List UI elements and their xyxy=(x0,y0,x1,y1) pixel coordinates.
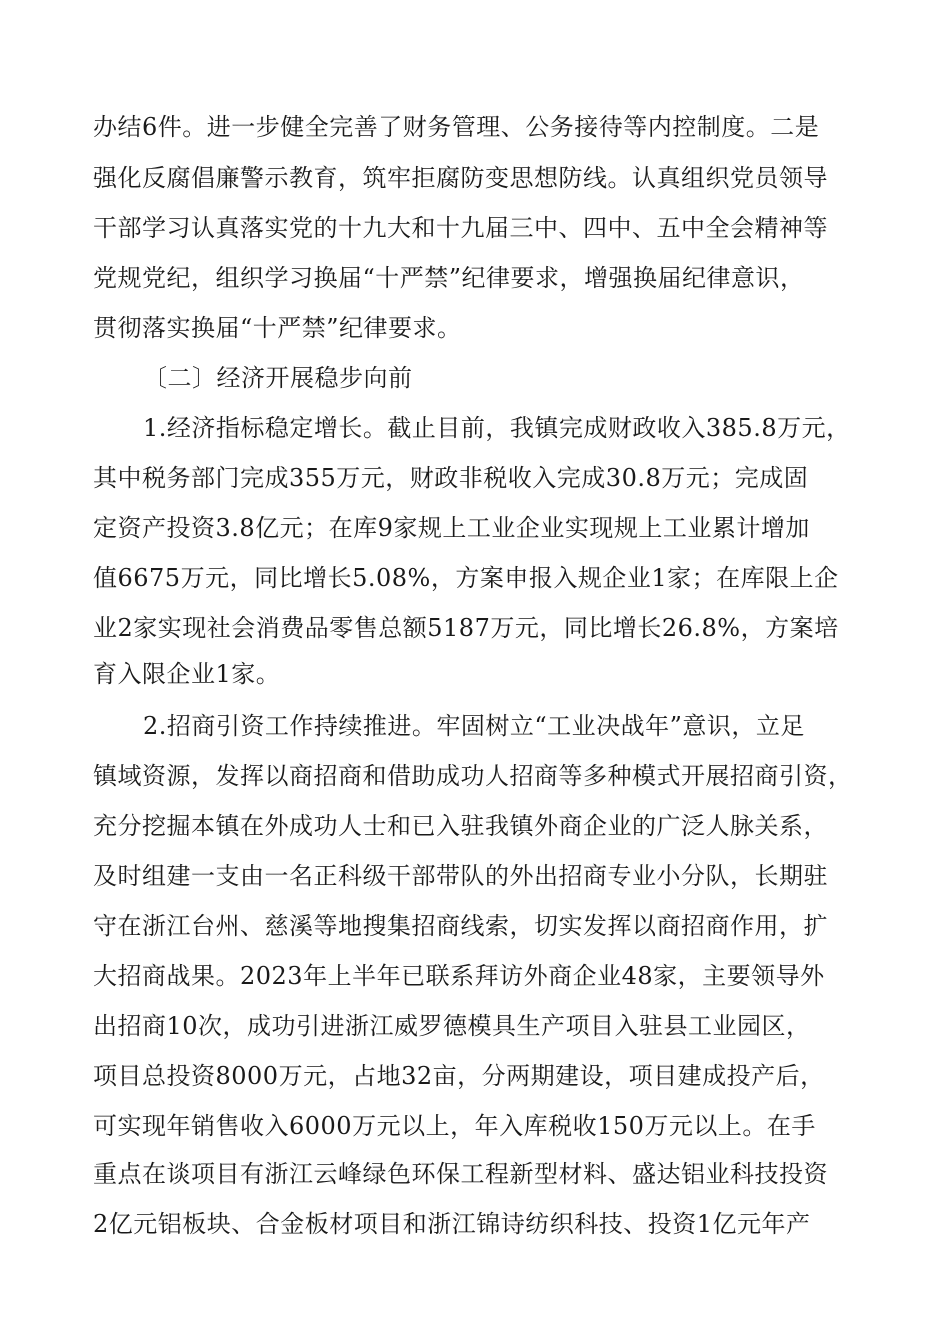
text-line: 育入限企业1家。 xyxy=(93,660,281,688)
text-line: 干部学习认真落实党的十九大和十九届三中、四中、五中全会精神等 xyxy=(93,214,828,242)
text-line: 其中税务部门完成355万元，财政非税收入完成30.8万元；完成固 xyxy=(93,464,809,492)
text-line: 办结6件。进一步健全完善了财务管理、公务接待等内控制度。二是 xyxy=(93,113,820,141)
text-line: 值6675万元，同比增长5.08%，方案申报入规企业1家；在库限上企 xyxy=(93,564,839,592)
text-line: 及时组建一支由一名正科级干部带队的外出招商专业小分队，长期驻 xyxy=(93,862,828,890)
text-line: 大招商战果。2023年上半年已联系拜访外商企业48家，主要领导外 xyxy=(93,962,825,990)
text-line: 出招商10次，成功引进浙江威罗德模具生产项目入驻县工业园区， xyxy=(93,1012,811,1040)
text-line: 贯彻落实换届“十严禁”纪律要求。 xyxy=(93,314,462,342)
section-heading: 〔二〕经济开展稳步向前 xyxy=(143,364,413,392)
text-line: 镇域资源，发挥以商招商和借助成功人招商等多种模式开展招商引资， xyxy=(93,762,853,790)
text-line: 定资产投资3.8亿元；在库9家规上工业企业实现规上工业累计增加 xyxy=(93,514,810,542)
text-line: 2亿元铝板块、合金板材项目和浙江锦诗纺织科技、投资1亿元年产 xyxy=(93,1210,811,1238)
text-line: 党规党纪，组织学习换届“十严禁”纪律要求，增强换届纪律意识， xyxy=(93,264,805,292)
text-line: 业2家实现社会消费品零售总额5187万元，同比增长26.8%，方案培 xyxy=(93,614,839,642)
text-line: 守在浙江台州、慈溪等地搜集招商线索，切实发挥以商招商作用，扩 xyxy=(93,912,828,940)
text-line: 强化反腐倡廉警示教育，筑牢拒腐防变思想防线。认真组织党员领导 xyxy=(93,164,828,192)
text-line: 可实现年销售收入6000万元以上，年入库税收150万元以上。在手 xyxy=(93,1112,816,1140)
paragraph-heading: 2.招商引资工作持续推进。牢固树立“工业决战年”意识，立足 xyxy=(143,712,805,740)
text-line: 项目总投资8000万元，占地32亩，分两期建设，项目建成投产后， xyxy=(93,1062,825,1090)
text-line: 充分挖掘本镇在外成功人士和已入驻我镇外商企业的广泛人脉关系， xyxy=(93,812,828,840)
text-line: 重点在谈项目有浙江云峰绿色环保工程新型材料、盛达铝业科技投资 xyxy=(93,1160,828,1188)
paragraph-heading: 1.经济指标稳定增长。截止目前，我镇完成财政收入385.8万元， xyxy=(143,414,851,442)
